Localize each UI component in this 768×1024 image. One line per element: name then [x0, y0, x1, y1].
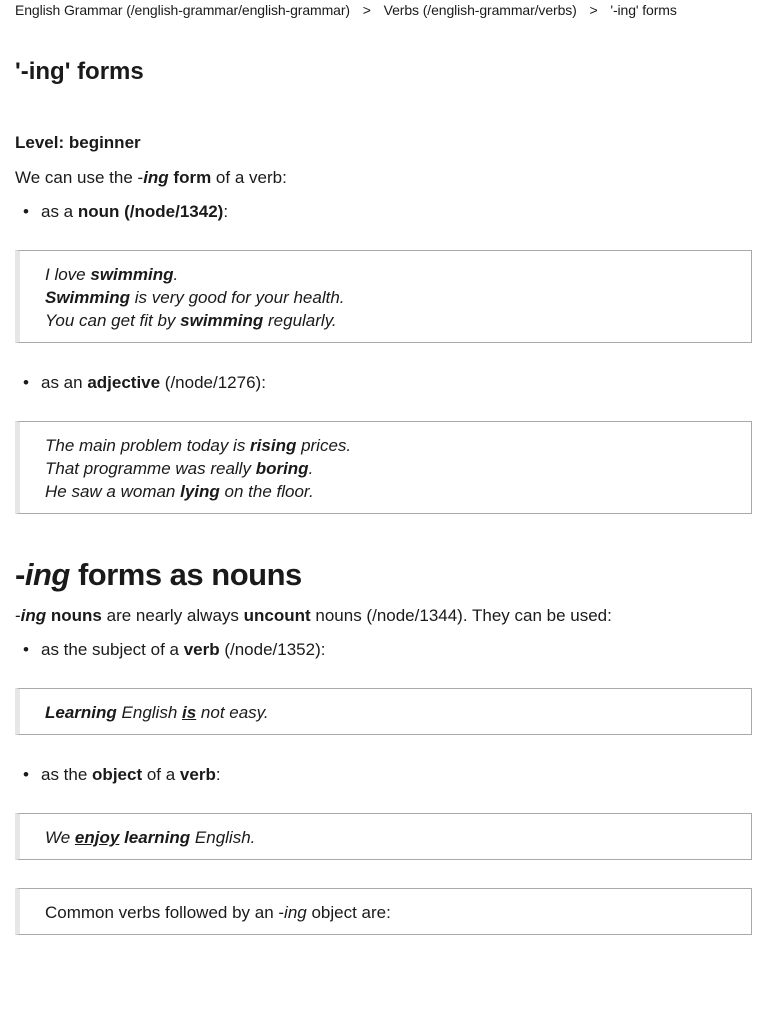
example-line: I love swimming.: [45, 265, 179, 284]
section-heading: -ing forms as nouns: [15, 557, 302, 592]
common-verbs-text: Common verbs followed by an -ing object are:: [45, 903, 391, 922]
example-line: The main problem today is rising prices.: [45, 436, 352, 455]
common-verbs-box: [15, 888, 752, 935]
bullet-dot: •: [23, 640, 29, 659]
breadcrumb-verbs[interactable]: Verbs (/english-grammar/verbs): [383, 2, 577, 18]
bullet-subject: [23, 640, 325, 660]
noun-link[interactable]: noun (/node/1342): [77, 202, 224, 221]
example-line: Learning English is not easy.: [45, 703, 269, 722]
breadcrumb-current: '-ing' forms: [610, 2, 677, 18]
example-box-subject: [15, 688, 752, 735]
bullet-text-end: :: [223, 202, 229, 221]
bullet-text-end: (/node/1352):: [219, 640, 326, 659]
bullet-dot: •: [23, 373, 29, 392]
bullet-object: • as the object of a verb:: [23, 765, 221, 784]
example-line: He saw a woman lying on the floor.: [45, 482, 314, 501]
page-title: '-ing' forms: [15, 58, 144, 85]
bullet-text-end: (/node/1276):: [160, 373, 266, 392]
breadcrumb-separator: >: [589, 2, 598, 18]
example-line: Swimming is very good for your health.: [45, 288, 345, 307]
bullet-adjective: [23, 373, 266, 393]
bullet-dot: •: [23, 202, 29, 221]
verb-link[interactable]: verb: [183, 640, 220, 659]
example-box-object: [15, 813, 752, 860]
intro-text-end: of a verb:: [211, 168, 287, 187]
bullet-noun: [23, 202, 228, 222]
bullet-text: as a: [41, 202, 78, 221]
level-label: Level: beginner: [15, 133, 141, 152]
example-line: That programme was really boring.: [45, 459, 314, 478]
example-line: We enjoy learning English.: [45, 828, 256, 847]
breadcrumb-separator: >: [362, 2, 371, 18]
example-lines: [45, 263, 345, 332]
example-box-adjective: [15, 421, 752, 514]
intro-text: We can use the -: [15, 168, 144, 187]
intro-ing: ing: [143, 168, 169, 187]
bullet-text: as the subject of a: [41, 640, 184, 659]
example-lines: [45, 434, 351, 503]
bullet-dot: •: [23, 765, 29, 784]
intro-form: form: [168, 168, 212, 187]
breadcrumb: [15, 2, 677, 18]
bullet-text: as an: [41, 373, 88, 392]
example-box-noun: [15, 250, 752, 343]
nouns-paragraph: -ing nouns are nearly always uncount nouns (/node/1344). They can be used:: [15, 606, 612, 625]
intro-paragraph: [15, 168, 287, 188]
adjective-link[interactable]: adjective: [87, 373, 161, 392]
breadcrumb-english-grammar[interactable]: English Grammar (/english-grammar/english-grammar): [15, 2, 350, 18]
example-line: You can get fit by swimming regularly.: [45, 311, 337, 330]
